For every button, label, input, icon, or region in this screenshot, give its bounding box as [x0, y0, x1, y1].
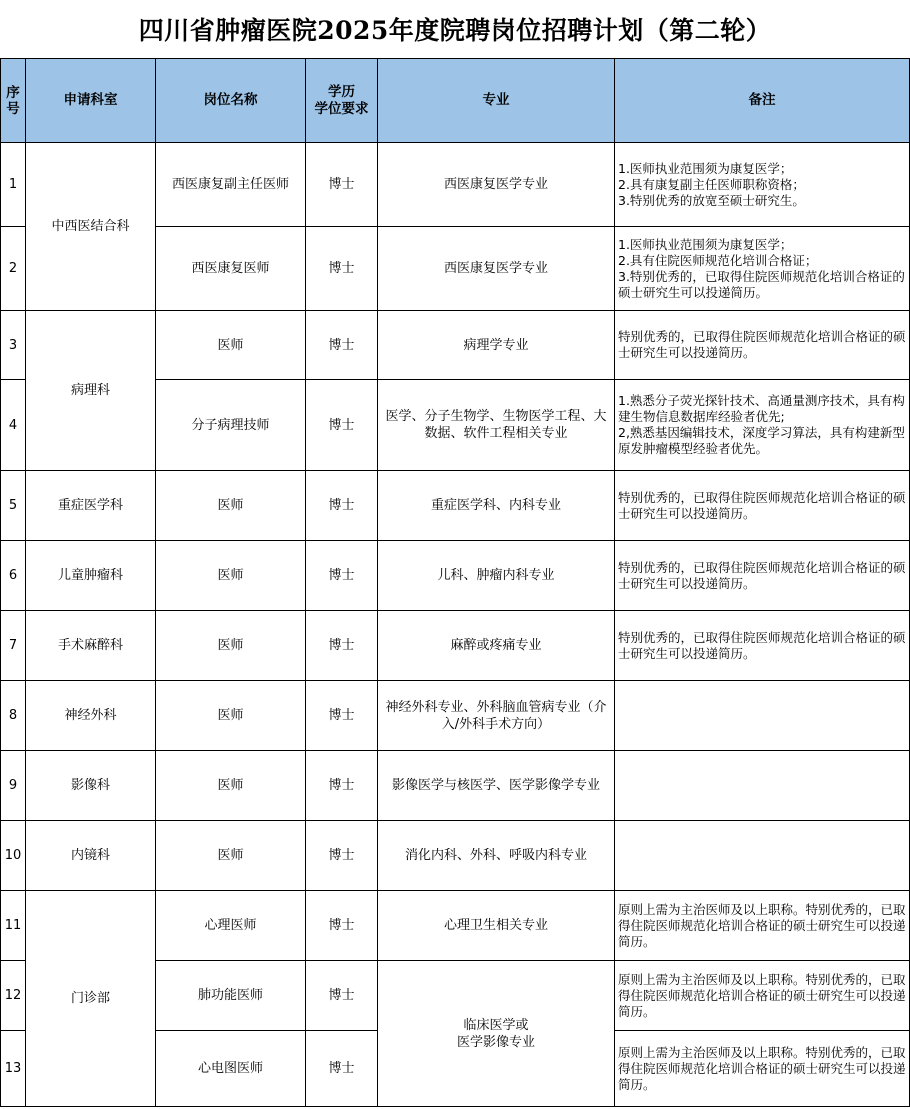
table-row	[1, 821, 910, 891]
cell-position: 医师	[156, 751, 306, 821]
cell-seq: 10	[1, 821, 26, 891]
cell-remark: 1.医师执业范围须为康复医学； 2.具有住院医师规范化培训合格证； 3.特别优秀的，已取得住院医师规范化培训合格证的硕士研究生可以投递简历。	[615, 227, 910, 311]
cell-degree: 博士	[306, 143, 378, 227]
cell-seq: 6	[1, 541, 26, 611]
cell-remark	[615, 681, 910, 751]
cell-position: 西医康复副主任医师	[156, 143, 306, 227]
cell-major: 病理学专业	[378, 311, 615, 380]
header-position: 岗位名称	[156, 59, 306, 143]
cell-seq: 13	[1, 1031, 26, 1107]
cell-position: 心电图医师	[156, 1031, 306, 1107]
cell-position: 肺功能医师	[156, 961, 306, 1031]
cell-department: 内镜科	[26, 821, 156, 891]
cell-degree: 博士	[306, 681, 378, 751]
cell-position: 医师	[156, 471, 306, 541]
cell-seq: 3	[1, 311, 26, 380]
recruitment-table	[0, 58, 910, 1107]
cell-major: 西医康复医学专业	[378, 143, 615, 227]
cell-position: 医师	[156, 541, 306, 611]
header-degree: 学历 学位要求	[306, 59, 378, 143]
cell-major: 消化内科、外科、呼吸内科专业	[378, 821, 615, 891]
header-remarks: 备注	[615, 59, 910, 143]
cell-degree: 博士	[306, 611, 378, 681]
cell-remark: 特别优秀的，已取得住院医师规范化培训合格证的硕士研究生可以投递简历。	[615, 311, 910, 380]
cell-major: 影像医学与核医学、医学影像学专业	[378, 751, 615, 821]
cell-degree: 博士	[306, 891, 378, 961]
cell-major: 重症医学科、内科专业	[378, 471, 615, 541]
cell-major: 医学、分子生物学、生物医学工程、大数据、软件工程相关专业	[378, 380, 615, 471]
cell-degree: 博士	[306, 227, 378, 311]
page-title: 四川省肿瘤医院2025年度院聘岗位招聘计划（第二轮）	[138, 16, 772, 45]
table-row	[1, 541, 910, 611]
header-department: 申请科室	[26, 59, 156, 143]
cell-degree: 博士	[306, 1031, 378, 1107]
cell-seq: 1	[1, 143, 26, 227]
cell-seq: 2	[1, 227, 26, 311]
cell-remark: 1.医师执业范围须为康复医学； 2.具有康复副主任医师职称资格； 3.特别优秀的放宽至硕士研究生。	[615, 143, 910, 227]
cell-degree: 博士	[306, 311, 378, 380]
cell-remark: 特别优秀的，已取得住院医师规范化培训合格证的硕士研究生可以投递简历。	[615, 471, 910, 541]
cell-position: 医师	[156, 821, 306, 891]
cell-seq: 12	[1, 961, 26, 1031]
cell-remark: 1.熟悉分子荧光探针技术、高通量测序技术，具有构建生物信息数据库经验者优先; 2,熟悉基因编辑技术，深度学习算法，具有构建新型原发肿瘤模型经验者优先。	[615, 380, 910, 471]
table-row	[1, 611, 910, 681]
cell-department: 重症医学科	[26, 471, 156, 541]
cell-degree: 博士	[306, 751, 378, 821]
cell-position: 心理医师	[156, 891, 306, 961]
table-row	[1, 143, 910, 227]
cell-major: 神经外科专业、外科脑血管病专业（介入/外科手术方向）	[378, 681, 615, 751]
cell-major: 西医康复医学专业	[378, 227, 615, 311]
table-row	[1, 471, 910, 541]
cell-position: 西医康复医师	[156, 227, 306, 311]
table-row	[1, 681, 910, 751]
cell-seq: 7	[1, 611, 26, 681]
cell-seq: 9	[1, 751, 26, 821]
cell-department: 神经外科	[26, 681, 156, 751]
cell-degree: 博士	[306, 821, 378, 891]
header-major: 专业	[378, 59, 615, 143]
cell-position: 分子病理技师	[156, 380, 306, 471]
cell-department: 门诊部	[26, 891, 156, 1107]
table-row	[1, 891, 910, 961]
cell-seq: 8	[1, 681, 26, 751]
cell-major: 儿科、肿瘤内科专业	[378, 541, 615, 611]
cell-department: 病理科	[26, 311, 156, 471]
table-header-row	[1, 59, 910, 143]
cell-department: 手术麻醉科	[26, 611, 156, 681]
cell-degree: 博士	[306, 961, 378, 1031]
cell-degree: 博士	[306, 380, 378, 471]
cell-remark	[615, 751, 910, 821]
cell-remark: 特别优秀的，已取得住院医师规范化培训合格证的硕士研究生可以投递简历。	[615, 541, 910, 611]
cell-seq: 11	[1, 891, 26, 961]
cell-position: 医师	[156, 311, 306, 380]
table-row	[1, 751, 910, 821]
cell-degree: 博士	[306, 471, 378, 541]
header-seq: 序 号	[1, 59, 26, 143]
cell-department: 中西医结合科	[26, 143, 156, 311]
cell-department: 影像科	[26, 751, 156, 821]
cell-remark: 原则上需为主治医师及以上职称。特别优秀的，已取得住院医师规范化培训合格证的硕士研究生可以投递简历。	[615, 961, 910, 1031]
cell-department: 儿童肿瘤科	[26, 541, 156, 611]
cell-position: 医师	[156, 611, 306, 681]
cell-remark: 原则上需为主治医师及以上职称。特别优秀的，已取得住院医师规范化培训合格证的硕士研究生可以投递简历。	[615, 1031, 910, 1107]
cell-seq: 5	[1, 471, 26, 541]
cell-remark	[615, 821, 910, 891]
cell-position: 医师	[156, 681, 306, 751]
cell-degree: 博士	[306, 541, 378, 611]
cell-remark: 原则上需为主治医师及以上职称。特别优秀的，已取得住院医师规范化培训合格证的硕士研究生可以投递简历。	[615, 891, 910, 961]
cell-seq: 4	[1, 380, 26, 471]
cell-major: 心理卫生相关专业	[378, 891, 615, 961]
cell-remark: 特别优秀的，已取得住院医师规范化培训合格证的硕士研究生可以投递简历。	[615, 611, 910, 681]
cell-major: 麻醉或疼痛专业	[378, 611, 615, 681]
table-row	[1, 311, 910, 380]
cell-major: 临床医学或 医学影像专业	[378, 961, 615, 1107]
